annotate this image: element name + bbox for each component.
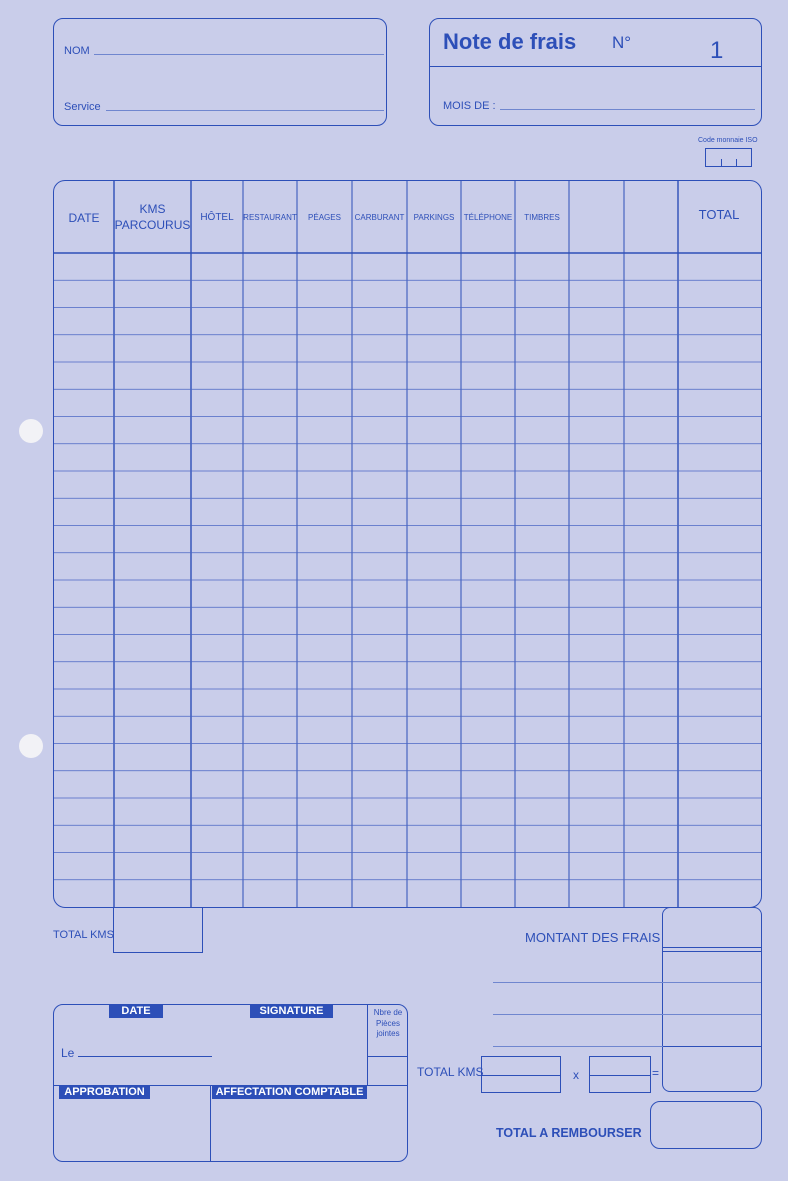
affectation-tab: AFFECTATION COMPTABLE [212,1086,367,1099]
column-header: TIMBRES [524,213,560,222]
expense-grid [54,181,762,908]
column-header: HÔTEL [200,212,234,223]
header-divider [430,66,761,67]
total-kms-field[interactable] [113,907,203,953]
nom-label: NOM [64,45,90,57]
iso-code-field[interactable] [705,148,752,167]
le-date-field[interactable] [78,1056,212,1057]
service-field[interactable] [106,110,384,111]
total-kms-label-2: TOTAL KMS [417,1065,484,1079]
date-tab: DATE [109,1005,163,1018]
le-label: Le [61,1046,75,1060]
service-label: Service [64,101,101,113]
total-kms-field-2[interactable] [481,1056,561,1093]
column-header: TOTAL [698,207,740,222]
total-kms-label: TOTAL KMS [53,929,114,941]
approbation-tab: APPROBATION [59,1086,150,1099]
montant-label: MONTANT DES FRAIS [525,930,661,945]
montant-line-3[interactable] [493,1046,663,1047]
punch-hole-bottom [19,734,43,758]
document-number: 1 [710,37,724,64]
montant-column [662,907,762,1092]
column-header: RESTAURANT [243,213,297,222]
nbre-pieces-label: Nbre de Pièces jointes [373,1008,403,1038]
rate-field[interactable] [589,1056,651,1093]
approval-box [53,1004,408,1162]
column-header: DATE [68,211,100,225]
punch-hole-top [19,419,43,443]
multiply-sign: x [573,1068,579,1082]
signature-tab: SIGNATURE [250,1005,333,1018]
document-title: Note de frais [443,29,577,54]
total-rembourser-label: TOTAL A REMBOURSER [496,1126,642,1140]
montant-line-2[interactable] [493,1014,663,1015]
mois-field[interactable] [500,109,755,110]
column-header: PARKINGS [413,213,455,222]
iso-code-label: Code monnaie ISO [698,137,758,144]
document-header-box [429,18,762,126]
number-label: N° [612,33,632,52]
mois-label: MOIS DE : [443,100,496,112]
column-header: KMS PARCOURUS [114,202,191,232]
column-header: PÉAGES [308,213,341,222]
column-header: TÉLÉPHONE [463,213,513,222]
equals-sign: = [652,1066,660,1080]
column-header: CARBURANT [354,213,405,222]
montant-line-1[interactable] [493,982,663,983]
identity-box [53,18,387,126]
expense-grid-frame [53,180,762,908]
nom-field[interactable] [94,54,384,55]
total-rembourser-field[interactable] [650,1101,762,1149]
